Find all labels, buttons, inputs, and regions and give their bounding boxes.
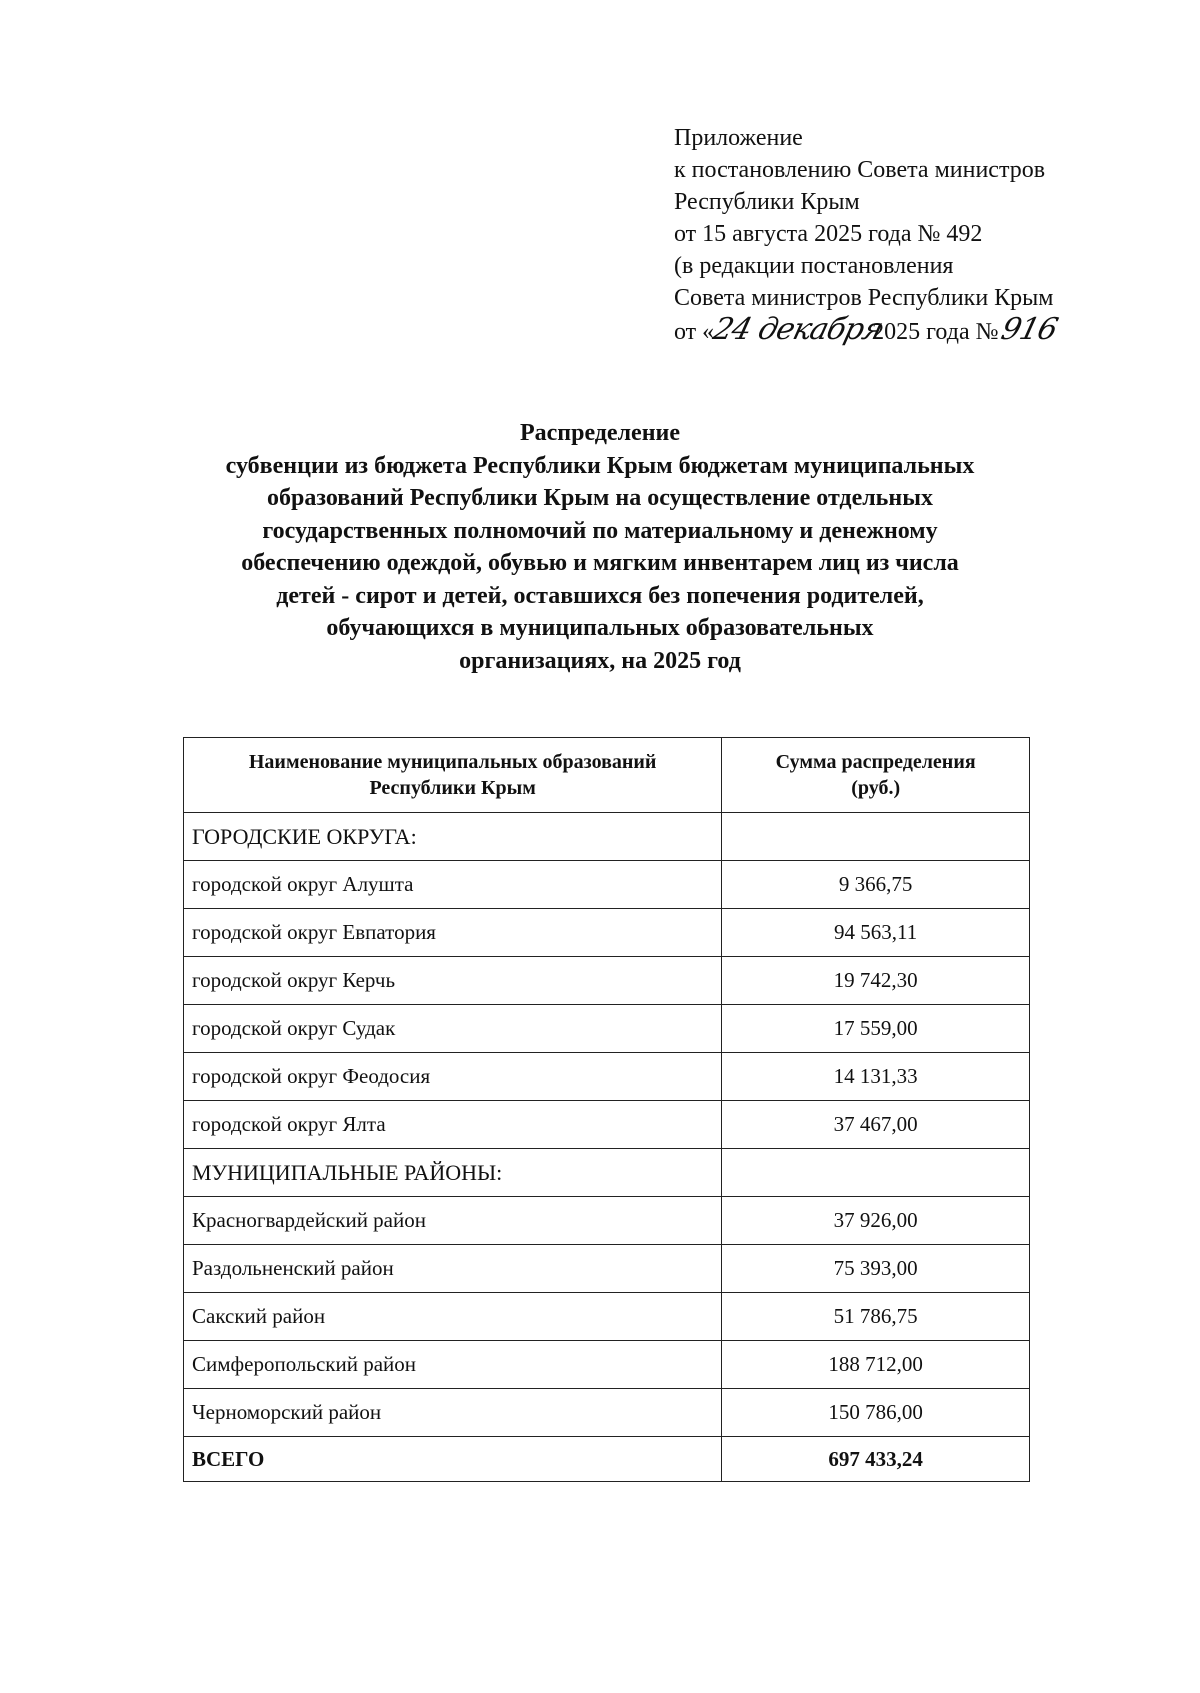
- table-row: [184, 861, 1030, 909]
- title-line: обучающихся в муниципальных образовательных: [326, 615, 874, 641]
- row-name: Раздольненский район: [184, 1245, 722, 1293]
- total-label: ВСЕГО: [184, 1437, 722, 1482]
- section-amount-empty: [722, 813, 1030, 861]
- table-row: [184, 1341, 1030, 1389]
- title-line: государственных полномочий по материальному и денежному: [262, 517, 938, 544]
- row-amount: 188 712,00: [722, 1341, 1030, 1389]
- section-label: МУНИЦИПАЛЬНЫЕ РАЙОНЫ:: [184, 1149, 722, 1197]
- date-mid: 2025 года №: [872, 319, 999, 345]
- table-row: [184, 909, 1030, 957]
- total-amount: 697 433,24: [722, 1437, 1030, 1482]
- table-row: [184, 1005, 1030, 1053]
- table-row: [184, 1245, 1030, 1293]
- section-label: ГОРОДСКИЕ ОКРУГА:: [184, 813, 722, 861]
- header-name: Наименование муниципальных образований Республики Крым: [184, 738, 722, 813]
- distribution-table: [183, 737, 1030, 1482]
- row-amount: 19 742,30: [722, 957, 1030, 1005]
- header-amount: Сумма распределения (руб.): [722, 738, 1030, 813]
- row-name: городской округ Судак: [184, 1005, 722, 1053]
- table-row: [184, 1389, 1030, 1437]
- appendix-line: (в редакции постановления: [674, 253, 954, 279]
- document-title: [160, 417, 1040, 677]
- total-row: [184, 1437, 1030, 1482]
- section-row-urban: [184, 813, 1030, 861]
- title-line: Распределение: [519, 420, 681, 446]
- appendix-line: от 15 августа 2025 года № 492: [674, 221, 983, 247]
- row-amount: 37 926,00: [722, 1197, 1030, 1245]
- table-row: [184, 1053, 1030, 1101]
- row-amount: 14 131,33: [722, 1053, 1030, 1101]
- title-line: обеспечению одеждой, обувью и мягким инвентарем лиц из числа: [241, 550, 959, 576]
- table-row: [184, 1293, 1030, 1341]
- appendix-line-date: [674, 314, 1059, 348]
- appendix-line: Приложение: [674, 125, 803, 151]
- row-name: Черноморский район: [184, 1389, 722, 1437]
- row-name: городской округ Евпатория: [184, 909, 722, 957]
- row-amount: 17 559,00: [722, 1005, 1030, 1053]
- table-row: [184, 957, 1030, 1005]
- appendix-line: к постановлению Совета министров: [674, 157, 1046, 183]
- appendix-block: [674, 122, 1059, 348]
- row-name: городской округ Ялта: [184, 1101, 722, 1149]
- table-header-row: [184, 738, 1030, 813]
- row-amount: 37 467,00: [722, 1101, 1030, 1149]
- handwritten-date: 24 декабря: [709, 312, 887, 347]
- appendix-line: Республики Крым: [674, 189, 860, 215]
- title-line: организациях, на 2025 год: [459, 647, 741, 674]
- row-name: Симферопольский район: [184, 1341, 722, 1389]
- title-line: детей - сирот и детей, оставшихся без попечения родителей,: [276, 582, 924, 609]
- date-prefix: от «: [674, 319, 715, 345]
- appendix-line: Совета министров Республики Крым: [674, 285, 1054, 311]
- row-amount: 150 786,00: [722, 1389, 1030, 1437]
- table-row: [184, 1197, 1030, 1245]
- table-row: [184, 1101, 1030, 1149]
- handwritten-number: 916: [997, 312, 1061, 347]
- row-name: городской округ Алушта: [184, 861, 722, 909]
- row-amount: 94 563,11: [722, 909, 1030, 957]
- row-name: Красногвардейский район: [184, 1197, 722, 1245]
- section-amount-empty: [722, 1149, 1030, 1197]
- row-amount: 9 366,75: [722, 861, 1030, 909]
- row-amount: 51 786,75: [722, 1293, 1030, 1341]
- row-name: городской округ Феодосия: [184, 1053, 722, 1101]
- title-line: субвенции из бюджета Республики Крым бюджетам муниципальных: [225, 452, 975, 479]
- row-amount: 75 393,00: [722, 1245, 1030, 1293]
- row-name: Сакский район: [184, 1293, 722, 1341]
- row-name: городской округ Керчь: [184, 957, 722, 1005]
- title-line: образований Республики Крым на осуществление отдельных: [267, 485, 933, 511]
- section-row-districts: [184, 1149, 1030, 1197]
